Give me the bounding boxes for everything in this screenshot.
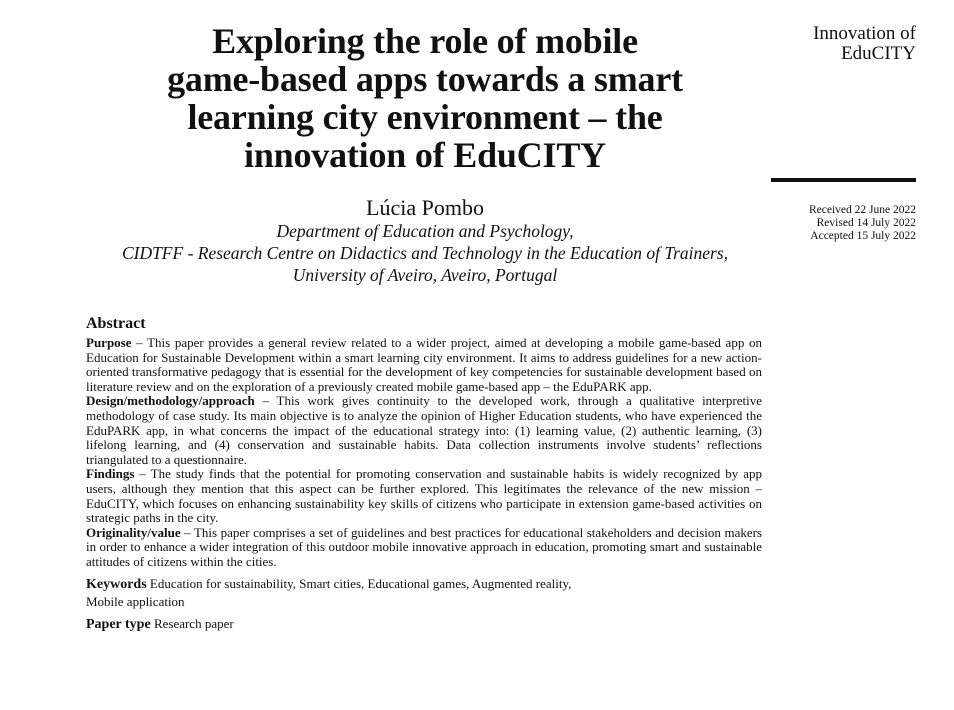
received-date: Received 22 June 2022 (809, 204, 916, 216)
paper-type (86, 615, 762, 633)
section-text: – This work gives continuity to the developed work, through a qualitative interpretive methodology of case study. Its main objective is to analyze the opinion of Higher Education students, who have experienced the EduPARK app, in what concerns the impact of the educational strategy into: (1) learning value, (2) authentic learning, (3) lifelong learning, and (4) conservation and sustainable habits. Data collection instruments involve students’ reflections triangulated to a questionnaire. (86, 393, 762, 467)
affiliation-line: University of Aveiro, Aveiro, Portugal (292, 265, 558, 285)
abstract-section (86, 314, 762, 633)
publication-dates (746, 204, 916, 243)
title-line: innovation of EduCITY (244, 135, 606, 175)
section-label: Purpose (86, 335, 132, 350)
section-label: Design/methodology/approach (86, 393, 255, 409)
author-name: Lúcia Pombo (366, 195, 484, 220)
keywords-label: Keywords (86, 576, 147, 592)
title-line: Exploring the role of mobile (212, 21, 638, 61)
revised-date: Revised 14 July 2022 (816, 217, 916, 229)
section-text: – This paper comprises a set of guidelines and best practices for educational stakeholders and decision makers in order to enhance a wider integration of this outdoor mobile innovative approach in education, promoting smart and sustainable attitudes of citizens within the cities. (86, 524, 762, 569)
abstract-heading: Abstract (86, 315, 146, 332)
title-line: game-based apps towards a smart (167, 59, 683, 99)
title-line: learning city environment – the (187, 97, 663, 137)
journal-divider (771, 178, 916, 182)
affiliation-line: CIDTFF - Research Centre on Didactics and Technology in the Education of Trainers, (121, 243, 729, 263)
journal-name-line: Innovation of (813, 23, 916, 44)
section-text: – The study finds that the potential for promoting conservation and sustainable habits is widely recognized by app users, although they mention that this aspect can be further explored. This legitimates the relevance of the new mission – EduCITY, which focuses on enhancing sustainability key skills of citizens who participate in extension game-based activities on strategic paths in the city. (86, 466, 762, 526)
keywords-text: Education for sustainability, Smart cities, Educational games, Augmented reality, (146, 575, 572, 591)
section-label: Originality/value (86, 524, 181, 540)
affiliation-line: Department of Education and Psychology, (276, 221, 574, 241)
abstract-findings (86, 467, 762, 525)
journal-name-line: EduCITY (841, 43, 916, 64)
accepted-date: Accepted 15 July 2022 (810, 230, 916, 242)
journal-name (746, 24, 916, 64)
abstract-design (86, 394, 762, 467)
section-text: – This paper provides a general review related to a wider project, aimed at developing a mobile game-based app on Education for Sustainable Development within a smart learning city environment. It aims to address guidelines for a new action-oriented transformative pedagogy that is essential for the development of key competencies for sustainable development based on literature review and on the exploration of a previously created mobile game-based app – the EduPARK app. (86, 335, 762, 394)
section-label: Findings (86, 466, 135, 482)
paper-type-label: Paper type (86, 616, 151, 632)
paper-type-value: Research paper (150, 615, 234, 631)
abstract-originality (86, 526, 762, 570)
keywords-line: Mobile application (86, 593, 185, 609)
paper-title (80, 22, 770, 174)
keywords (86, 575, 762, 610)
abstract-purpose (86, 336, 762, 394)
author-affiliation (70, 220, 780, 286)
keywords-line (86, 575, 762, 593)
